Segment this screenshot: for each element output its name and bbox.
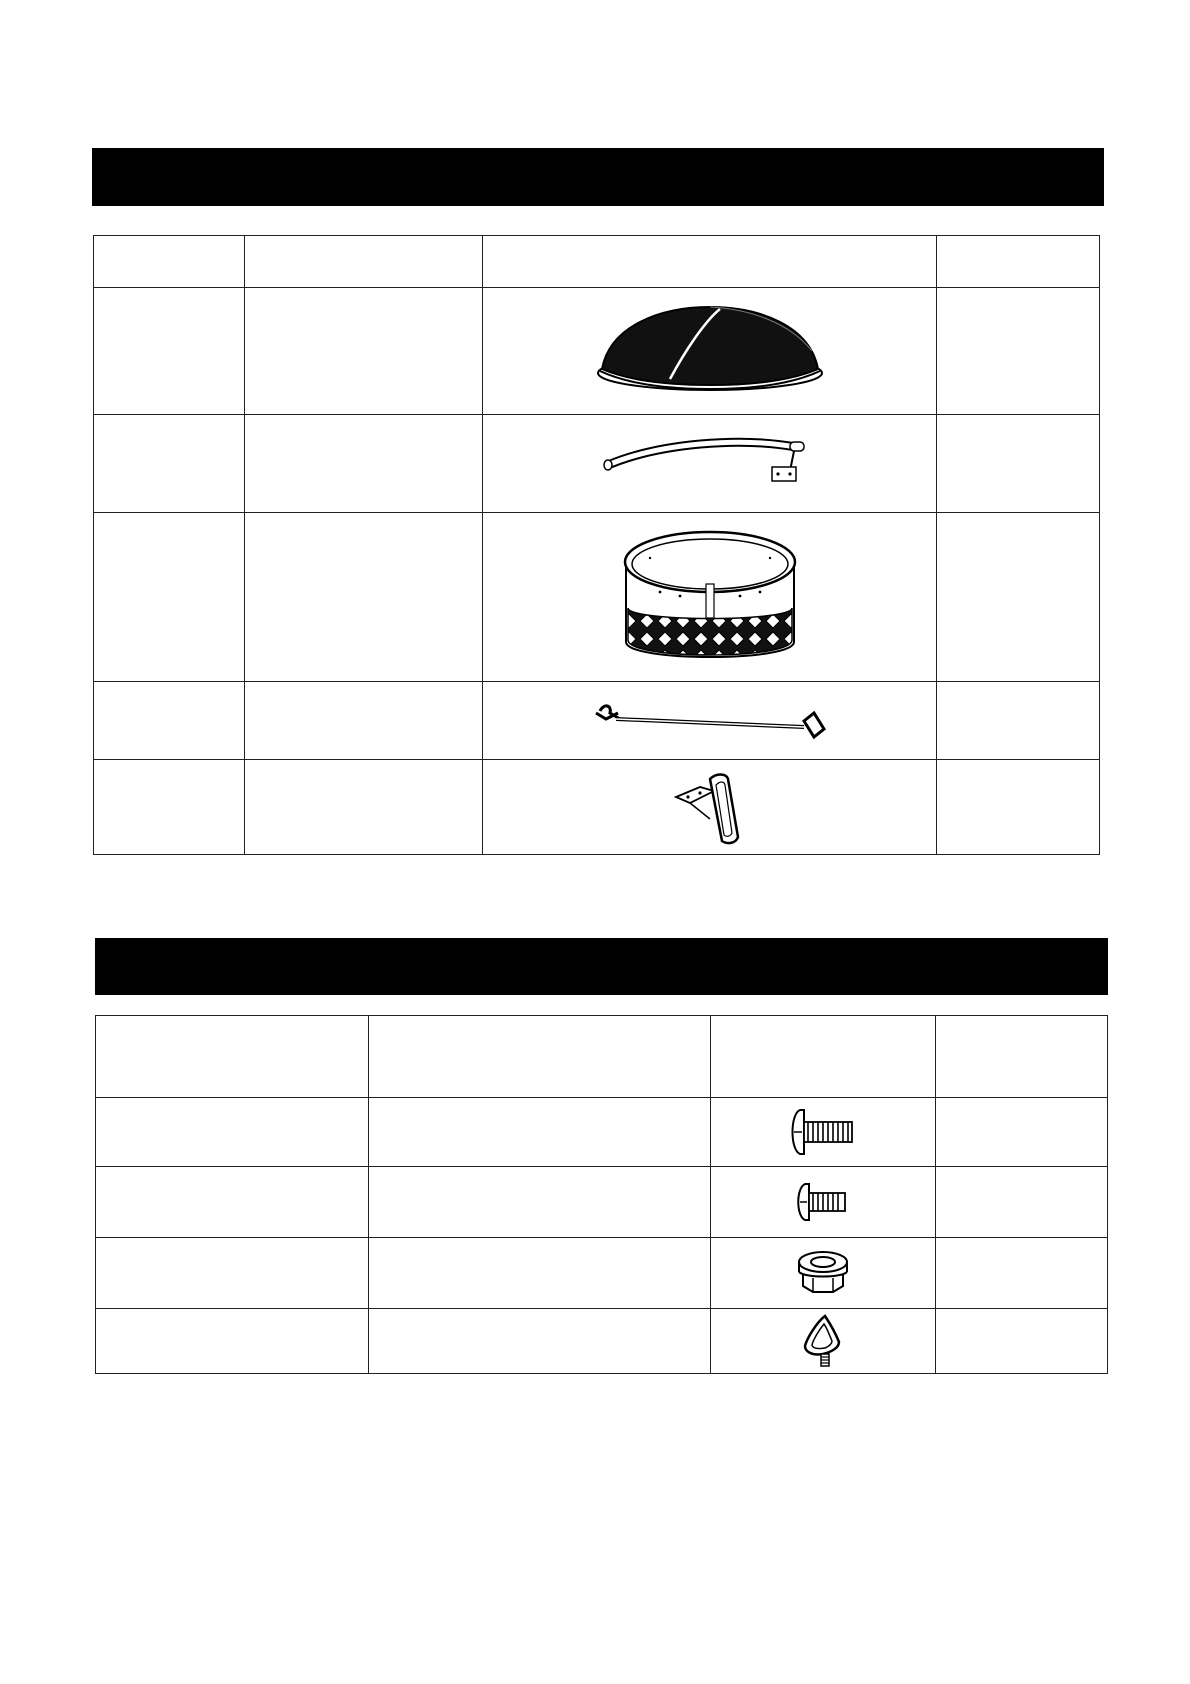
part-letter-cell	[94, 760, 245, 855]
table-row	[94, 288, 1100, 415]
hardware-illustration-cell	[711, 1309, 936, 1374]
screen-lift-handle-rod-icon	[600, 429, 820, 499]
hardware-quantity-cell	[936, 1098, 1108, 1167]
hardware-letter-cell	[96, 1238, 369, 1309]
part-illustration-cell	[483, 760, 937, 855]
hardware-header-row	[96, 1016, 1108, 1098]
parts-table	[93, 235, 1100, 855]
fire-bowl-ring-icon	[620, 522, 800, 672]
table-row	[94, 513, 1100, 682]
part-quantity-cell	[937, 288, 1100, 415]
table-row	[94, 682, 1100, 760]
table-row	[96, 1098, 1108, 1167]
hardware-header-cell	[711, 1016, 936, 1098]
part-letter-cell	[94, 513, 245, 682]
table-row	[94, 760, 1100, 855]
table-row	[94, 415, 1100, 513]
part-description-cell	[245, 760, 483, 855]
part-quantity-cell	[937, 415, 1100, 513]
hardware-description-cell	[369, 1098, 711, 1167]
table-row	[96, 1309, 1108, 1374]
hardware-header-cell	[96, 1016, 369, 1098]
hardware-quantity-cell	[936, 1167, 1108, 1238]
hardware-description-cell	[369, 1309, 711, 1374]
part-description-cell	[245, 415, 483, 513]
hardware-header-cell	[936, 1016, 1108, 1098]
hardware-header-cell	[369, 1016, 711, 1098]
parts-header-cell	[94, 236, 245, 288]
part-letter-cell	[94, 415, 245, 513]
parts-header-row	[94, 236, 1100, 288]
hardware-illustration-cell	[711, 1167, 936, 1238]
parts-header-cell	[937, 236, 1100, 288]
part-description-cell	[245, 288, 483, 415]
hardware-quantity-cell	[936, 1238, 1108, 1309]
part-quantity-cell	[937, 760, 1100, 855]
hardware-section-header-bar	[95, 938, 1108, 995]
parts-header-cell	[483, 236, 937, 288]
hardware-letter-cell	[96, 1098, 369, 1167]
hardware-letter-cell	[96, 1167, 369, 1238]
hardware-table	[95, 1015, 1108, 1374]
flange-nut-icon	[795, 1248, 851, 1298]
part-illustration-cell	[483, 415, 937, 513]
leg-bracket-icon	[670, 767, 750, 847]
hardware-description-cell	[369, 1238, 711, 1309]
part-quantity-cell	[937, 513, 1100, 682]
handle-bracket-icon	[799, 1312, 847, 1370]
part-quantity-cell	[937, 682, 1100, 760]
spark-screen-dome-icon	[590, 301, 830, 401]
part-letter-cell	[94, 682, 245, 760]
poker-tool-icon	[590, 699, 830, 743]
short-bolt-icon	[793, 1180, 853, 1224]
part-illustration-cell	[483, 288, 937, 415]
part-illustration-cell	[483, 513, 937, 682]
parts-section-header-bar	[92, 148, 1104, 206]
hardware-quantity-cell	[936, 1309, 1108, 1374]
part-description-cell	[245, 682, 483, 760]
long-bolt-icon	[788, 1106, 858, 1158]
hardware-description-cell	[369, 1167, 711, 1238]
part-illustration-cell	[483, 682, 937, 760]
table-row	[96, 1238, 1108, 1309]
hardware-letter-cell	[96, 1309, 369, 1374]
hardware-illustration-cell	[711, 1238, 936, 1309]
part-letter-cell	[94, 288, 245, 415]
parts-header-cell	[245, 236, 483, 288]
part-description-cell	[245, 513, 483, 682]
hardware-illustration-cell	[711, 1098, 936, 1167]
table-row	[96, 1167, 1108, 1238]
